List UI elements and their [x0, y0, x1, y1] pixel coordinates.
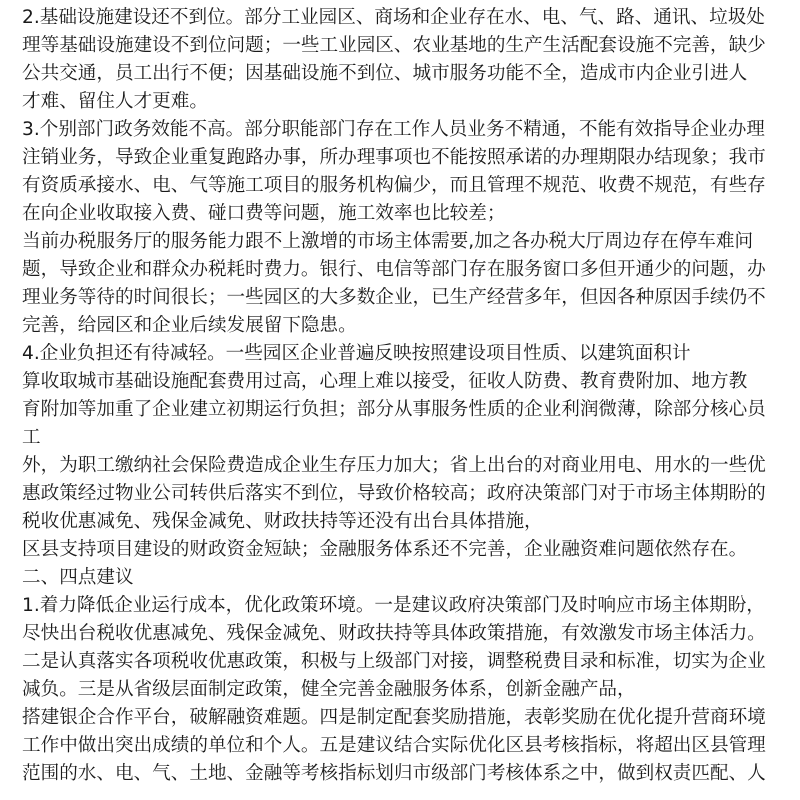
text-line: 理等基础设施建设不到位问题；一些工业园区、农业基地的生产生活配套设施不完善，缺少 [22, 35, 766, 56]
text-line: 2.基础设施建设还不到位。部分工业园区、商场和企业存在水、电、气、路、通讯、垃圾处 [22, 7, 765, 28]
text-line: 公共交通，员工出行不便；因基础设施不到位、城市服务功能不全，造成市内企业引进人 [22, 63, 748, 84]
text-line: 外，为职工缴纳社会保险费造成企业生存压力加大；省上出台的对商业用电、用水的一些优 [22, 455, 766, 476]
text-line: 4.企业负担还有待减轻。一些园区企业普遍反映按照建设项目性质、以建筑面积计 [22, 343, 691, 364]
text-line: 3.个别部门政务效能不高。部分职能部门存在工作人员业务不精通，不能有效指导企业办理 [22, 119, 765, 140]
text-line: 育附加等加重了企业建立初期运行负担；部分从事服务性质的企业利润微薄，除部分核心员 [22, 399, 766, 420]
text-line: 题，导致企业和群众办税耗时费力。银行、电信等部门存在服务窗口多但开通少的问题，办 [22, 259, 766, 280]
text-line: 尽快出台税收优惠减免、残保金减免、财政扶持等具体政策措施，有效激发市场主体活力。 [22, 623, 766, 644]
text-line: 二是认真落实各项税收优惠政策，积极与上级部门对接，调整税费目录和标准，切实为企业 [22, 651, 766, 672]
text-line: 税收优惠减免、残保金减免、财政扶持等还没有出台具体措施， [22, 511, 543, 532]
text-line: 1.着力降低企业运行成本，优化政策环境。一是建议政府决策部门及时响应市场主体期盼， [22, 595, 765, 616]
text-line: 工 [22, 427, 41, 448]
text-line: 注销业务，导致企业重复跑路办事，所办理事项也不能按照承诺的办理期限办结现象；我市 [22, 147, 766, 168]
text-line: 当前办税服务厅的服务能力跟不上激增的市场主体需要,加之各办税大厅周边存在停车难问 [22, 231, 754, 252]
text-line: 搭建银企合作平台，破解融资难题。四是制定配套奖励措施，表彰奖励在优化提升营商环境 [22, 707, 766, 728]
text-line: 在向企业收取接入费、碰口费等问题，施工效率也比较差； [22, 203, 506, 224]
text-line: 区县支持项目建设的财政资金短缺；金融服务体系还不完善，企业融资难问题依然存在。 [22, 539, 748, 560]
text-line: 惠政策经过物业公司转供后落实不到位，导致价格较高；政府决策部门对于市场主体期盼的 [22, 483, 766, 504]
text-line: 工作中做出突出成绩的单位和个人。五是建议结合实际优化区县考核指标，将超出区县管理 [22, 735, 766, 756]
section-heading: 二、四点建议 [22, 567, 134, 588]
text-line: 减负。三是从省级层面制定政策，健全完善金融服务体系，创新金融产品， [22, 679, 636, 700]
text-line: 有资质承接水、电、气等施工项目的服务机构偏少，而且管理不规范、收费不规范，有些存 [22, 175, 766, 196]
text-line: 理业务等待的时间很长；一些园区的大多数企业，已生产经营多年，但因各种原因手续仍不 [22, 287, 766, 308]
text-line: 完善，给园区和企业后续发展留下隐患。 [22, 315, 357, 336]
text-line: 范围的水、电、气、土地、金融等考核指标划归市级部门考核体系之中，做到权责匹配、人 [22, 763, 766, 784]
text-line: 才难、留住人才更难。 [22, 91, 208, 112]
text-line: 算收取城市基础设施配套费用过高，心理上难以接受，征收人防费、教育费附加、地方教 [22, 371, 748, 392]
